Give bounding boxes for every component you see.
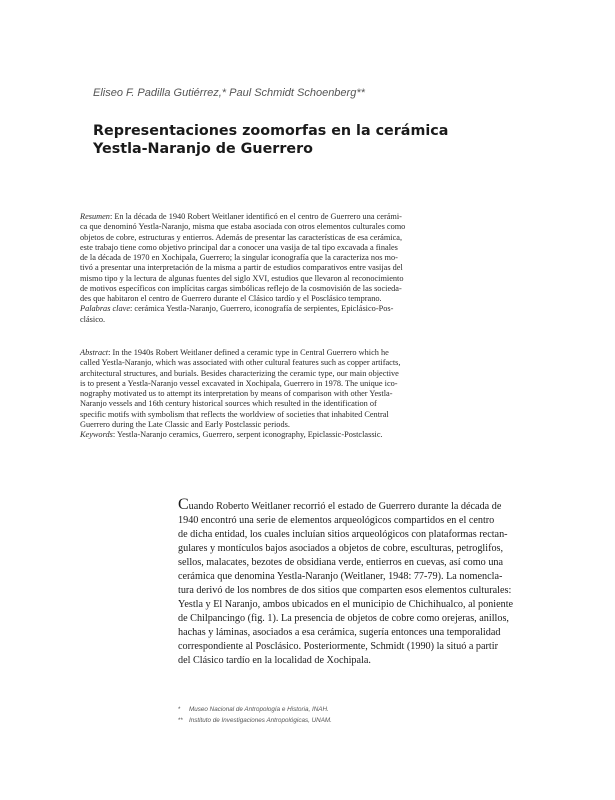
drop-cap-letter: C <box>178 496 189 513</box>
body-line: del Clásico tardío en la localidad de Xochipala. <box>178 655 371 666</box>
abstract-line: nography motivated us to attempt its interpretation by means of comparison with other Yestla- <box>80 389 393 398</box>
keywords-label: Keywords <box>80 430 113 439</box>
body-line: hachas y láminas, asociados a esa cerámica, sugería entonces una temporalidad <box>178 627 501 638</box>
abstract-block <box>80 348 530 440</box>
footnote <box>178 705 478 716</box>
body-line: sellos, malacates, bezotes de obsidiana verde, entierros en cuevas, así como una <box>178 557 504 568</box>
keywords-text: : Yestla-Naranjo ceramics, Guerrero, serpent iconography, Epiclassic-Postclassic. <box>112 430 383 439</box>
resumen-line <box>80 212 530 222</box>
abstract-line: architectural structures, and burials. Besides characterizing the ceramic type, our main objective <box>80 368 399 378</box>
body-line: tura derivó de los nombres de dos sitios que comparten esos elementos culturales: <box>178 585 512 596</box>
body-line: correspondiente al Posclásico. Posteriormente, Schmidt (1990) la situó a partir <box>178 641 498 652</box>
resumen-first-line: : En la década de 1940 Robert Weitlaner identificó en el centro de Guerrero una cerámi- <box>109 212 402 221</box>
abstract-first-line: : In the 1940s Robert Weitlaner defined a ceramic type in Central Guerrero which he <box>108 348 389 357</box>
resumen-line: este trabajo tiene como objetivo principal dar a conocer una vasija de tal tipo excavada a finales <box>80 242 398 252</box>
title-line: Representaciones zoomorfas en la cerámica <box>93 123 449 139</box>
footnote-mark: * <box>178 706 181 713</box>
resumen-line: des que habitaron el centro de Guerrero durante el Clásico tardío y el Posclásico temprano. <box>80 294 382 303</box>
body-text <box>178 496 538 668</box>
resumen-line: de motivos específicos con implícitas cargas simbólicas reflejo de la cosmovisión de las socieda- <box>80 283 402 293</box>
footnote-text: Instituto de Investigaciones Antropológicas, UNAM. <box>189 716 332 724</box>
palabras-clave-text: : cerámica Yestla-Naranjo, Guerrero, iconografía de serpientes, Epiclásico-Pos- <box>130 304 394 314</box>
footnotes <box>178 705 478 726</box>
body-line: gulares y montículos bajos asociados a objetos de cobre, esculturas, petroglifos, <box>178 543 504 554</box>
resumen-line: mismo tipo y la lectura de algunas fuentes del siglo XVI, estudios que llevaron al reconocimiento <box>80 273 404 283</box>
body-line: de dicha entidad, los cuales incluían sitios arqueológicos con plataformas rectan- <box>178 529 508 540</box>
article-title <box>93 122 533 158</box>
resumen-line: de la década de 1970 en Xochipala, Guerrero; la singular iconografía que la caracteriza nos mo- <box>80 253 398 262</box>
body-line: 1940 encontró una serie de elementos arqueológicos compartidos en el centro <box>178 515 495 526</box>
abstract-line: Naranjo vessels and 16th century historical sources which resulted in the identification of <box>80 399 377 409</box>
abstract-line: called Yestla-Naranjo, which was associated with other cultural features such as copper artifacts, <box>80 358 401 368</box>
keywords-line <box>80 430 530 440</box>
abstract-label: Abstract <box>80 348 109 357</box>
resumen-label: Resumen <box>80 212 110 221</box>
abstract-line: Guerrero during the Late Classic and Early Postclassic periods. <box>80 419 290 429</box>
body-line: de Chilpancingo (fig. 1). La presencia de objetos de cobre como orejeras, anillos, <box>178 613 509 624</box>
palabras-clave-line <box>80 304 530 314</box>
footnote-text: Museo Nacional de Antropología e Historia, INAH. <box>189 706 329 713</box>
body-line: Yestla y El Naranjo, ambos ubicados en el municipio de Chichihualco, al poniente <box>178 599 514 610</box>
resumen-line: objetos de cobre, estructuras y entierros. Además de presentar las características de esa cerámica, <box>80 232 403 242</box>
footnote-mark: ** <box>178 716 183 724</box>
body-line <box>178 496 538 514</box>
palabras-clave-label: Palabras clave <box>80 304 131 314</box>
abstract-line: is to present a Yestla-Naranjo vessel excavated in Xochipala, Guerrero in 1978. The unique ico- <box>80 378 398 388</box>
resumen-line: tivó a presentar una interpretación de la misma a partir de estudios comparativos entre vasijas del <box>80 263 403 273</box>
resumen-block <box>80 212 530 325</box>
resumen-line: ca que denominó Yestla-Naranjo, misma que estaba asociada con otros elementos culturales como <box>80 222 406 232</box>
body-line: cerámica que denomina Yestla-Naranjo (Weitlaner, 1948: 77-79). La nomencla- <box>178 571 503 582</box>
body-first-line: uando Roberto Weitlaner recorrió el estado de Guerrero durante la década de <box>188 501 502 512</box>
footnote <box>178 716 478 727</box>
author-line: Eliseo F. Padilla Gutiérrez,* Paul Schmidt Schoenberg** <box>93 87 365 99</box>
title-line: Yestla-Naranjo de Guerrero <box>93 141 313 157</box>
abstract-line: specific motifs with symbolism that reflects the worldview of societies that inhabited Central <box>80 409 389 419</box>
palabras-clave-line: clásico. <box>80 314 106 324</box>
abstract-line <box>80 348 530 358</box>
